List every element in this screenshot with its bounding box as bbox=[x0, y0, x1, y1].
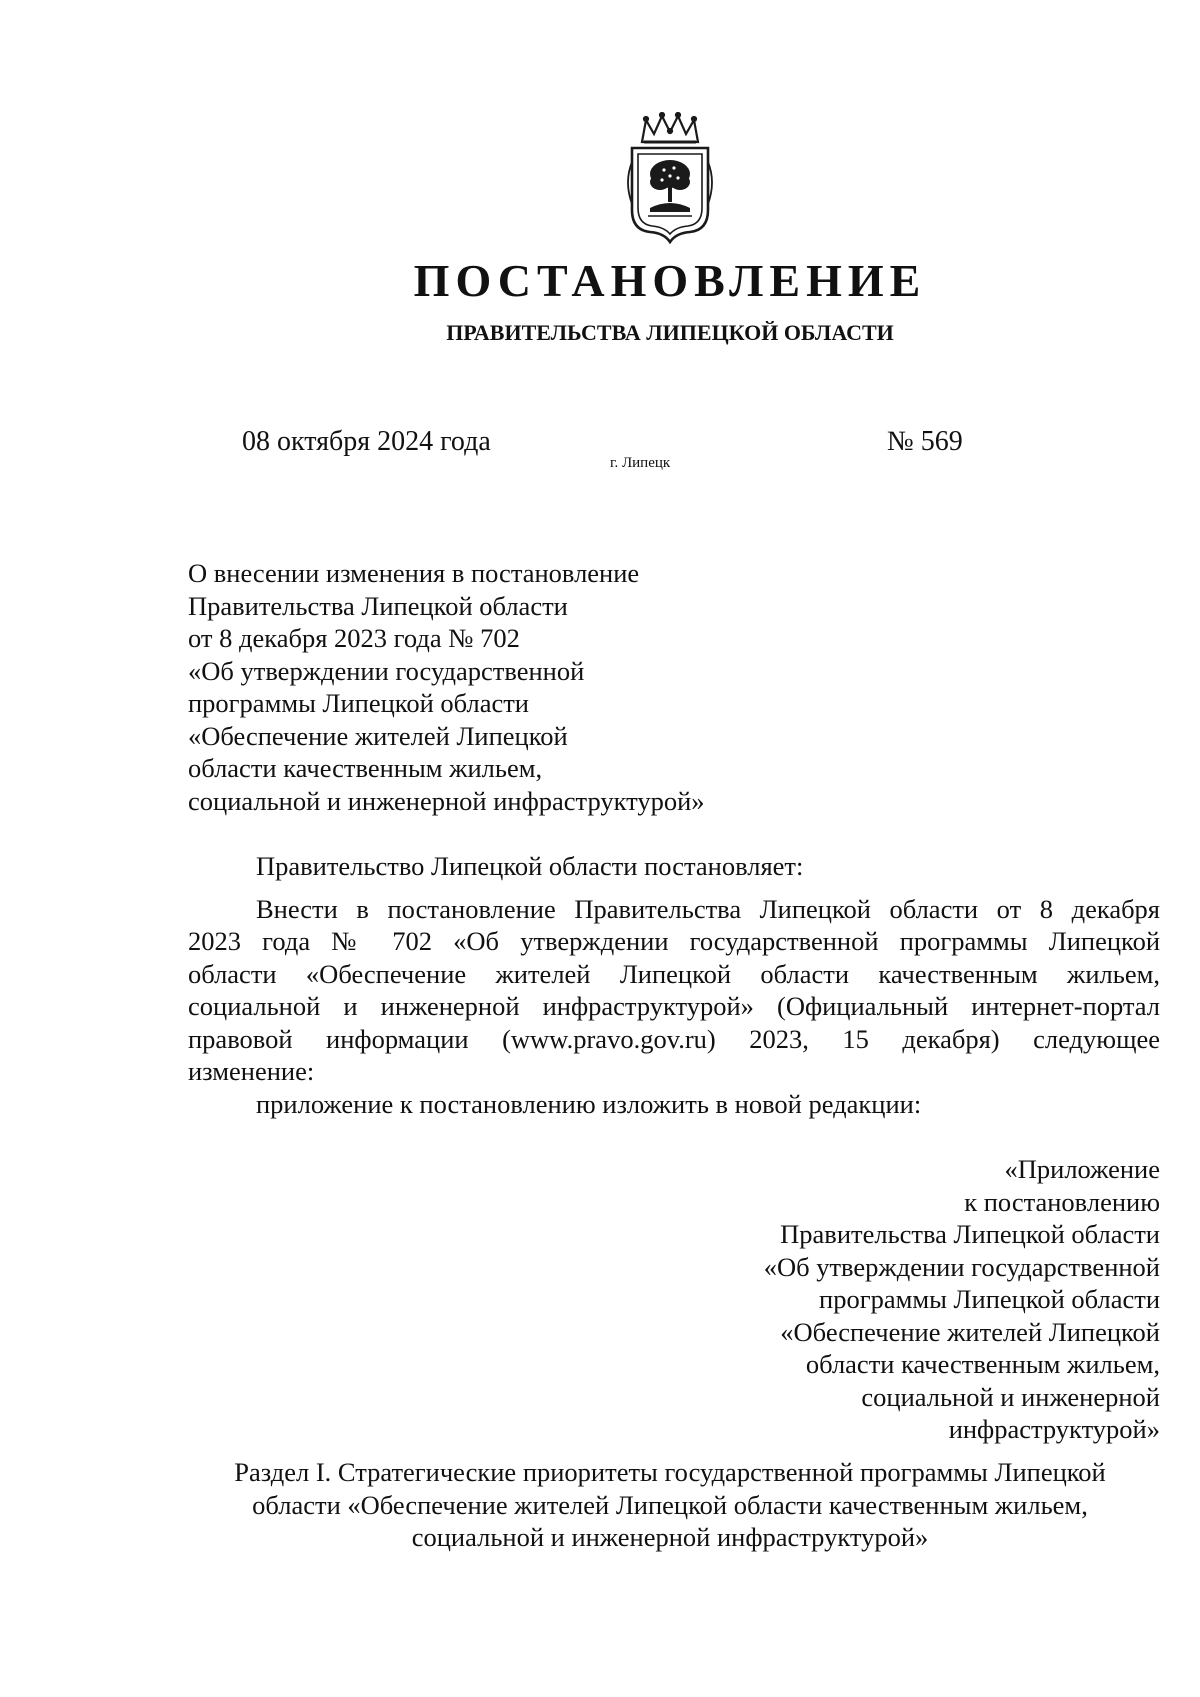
subject-line: «Обеспечение жителей Липецкой bbox=[188, 720, 568, 751]
appendix-block bbox=[764, 1153, 1160, 1446]
subject-line: социальной и инженерной инфраструктурой» bbox=[188, 785, 705, 816]
subject-line: «Об утверждении государственной bbox=[188, 655, 585, 686]
subject-line: О внесении изменения в постановление bbox=[188, 558, 640, 588]
document-subject bbox=[188, 557, 705, 817]
instruction-line: приложение к постановлению изложить в новой редакции: bbox=[256, 1088, 922, 1119]
subject-line: области качественным жильем, bbox=[188, 753, 543, 783]
appendix-line: к постановлению bbox=[964, 1186, 1160, 1217]
appendix-line: программы Липецкой области bbox=[819, 1284, 1160, 1314]
appendix-line: социальной и инженерной bbox=[861, 1381, 1160, 1412]
paragraph-line: Внести в постановление Правительства Липецкой области от 8 декабря bbox=[256, 893, 1160, 924]
section-heading bbox=[120, 1456, 1200, 1554]
section-heading-line: социальной и инженерной инфраструктурой» bbox=[411, 1522, 929, 1552]
subject-line: программы Липецкой области bbox=[188, 688, 529, 718]
subject-line: Правительства Липецкой области bbox=[188, 590, 568, 621]
paragraph-line: области «Обеспечение жителей Липецкой области качественным жильем, bbox=[188, 958, 1160, 989]
paragraph-line: социальной и инженерной инфраструктурой» (Официальный интернет-портал bbox=[188, 991, 1160, 1021]
section-heading-line: области «Обеспечение жителей Липецкой области качественным жильем, bbox=[252, 1489, 1088, 1520]
document-body bbox=[188, 850, 1160, 1120]
appendix-line: «Об утверждении государственной bbox=[763, 1251, 1160, 1282]
decree-line: Правительство Липецкой области постановляет: bbox=[256, 851, 804, 881]
appendix-line: Правительства Липецкой области bbox=[780, 1219, 1160, 1249]
appendix-line: области качественным жильем, bbox=[805, 1349, 1160, 1379]
appendix-line: «Приложение bbox=[1004, 1154, 1160, 1184]
document-subtitle: ПРАВИТЕЛЬСТВА ЛИПЕЦКОЙ ОБЛАСТИ bbox=[446, 320, 894, 345]
document-city: г. Липецк bbox=[610, 455, 671, 471]
appendix-line: инфраструктурой» bbox=[948, 1414, 1160, 1444]
document-number: № 569 bbox=[887, 426, 963, 457]
document-title: ПОСТАНОВЛЕНИЕ bbox=[413, 255, 927, 306]
appendix-line: «Обеспечение жителей Липецкой bbox=[780, 1316, 1160, 1347]
paragraph-line: 2023 года № 702 «Об утверждении государственной программы Липецкой bbox=[188, 926, 1160, 956]
paragraph-line: изменение: bbox=[188, 1056, 315, 1086]
section-heading-line: Раздел I. Стратегические приоритеты государственной программы Липецкой bbox=[234, 1457, 1106, 1487]
document-date: 08 октября 2024 года bbox=[242, 426, 491, 457]
subject-line: от 8 декабря 2023 года № 702 bbox=[188, 623, 520, 653]
paragraph-line: правовой информации (www.pravo.gov.ru) 2023, 15 декабря) следующее bbox=[188, 1023, 1160, 1054]
coat-of-arms-icon bbox=[620, 112, 720, 244]
